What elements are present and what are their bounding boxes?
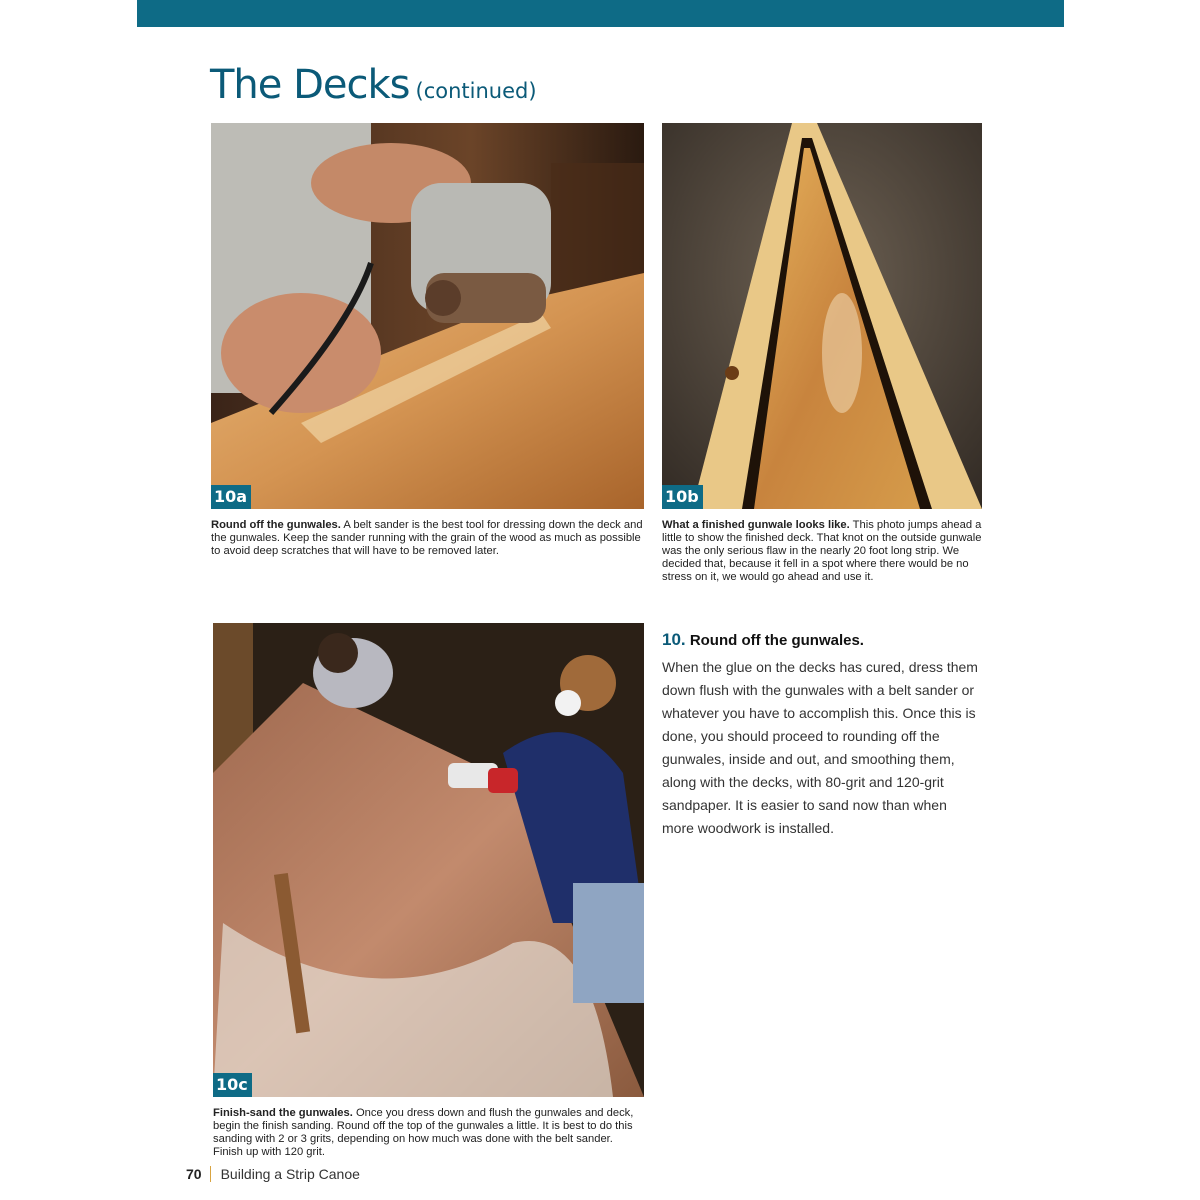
caption-10c-title: Finish-sand the gunwales. — [213, 1107, 353, 1119]
caption-10b-text: This photo jumps ahead a little to show the finished deck. That knot on the outside gunwale was the only serious flaw in the nearly 20 foot long strip. We decided that, because it fell in a spot where there would be no stress on it, we would go ahead and use it. — [662, 519, 982, 583]
page-footer — [186, 1166, 360, 1182]
book-title: Building a Strip Canoe — [220, 1166, 360, 1182]
step-body: When the glue on the decks has cured, dress them down flush with the gunwales with a belt sander or whatever you have to accomplish this. Once this is done, you should proceed to rounding off the gunwales, inside and out, and smoothing them, along with the decks, with 80-grit and 120-grit sandpaper. It is easier to sand now than when more woodwork is installed. — [662, 659, 978, 836]
caption-10a-title: Round off the gunwales. — [211, 519, 341, 531]
photo-10c — [213, 623, 644, 1097]
page-title-suffix: (continued) — [415, 79, 537, 103]
caption-10a — [211, 519, 644, 558]
caption-10b — [662, 519, 982, 584]
caption-10a-text: A belt sander is the best tool for dressing down the deck and the gunwales. Keep the sander running with the grain of the wood as much as possible to avoid deep scratches that will have to be removed later. — [211, 519, 643, 557]
page-title — [210, 62, 537, 108]
step-heading-text: Round off the gunwales. — [689, 632, 864, 649]
step-number: 10. — [662, 630, 686, 649]
belt-sander-photo — [211, 123, 644, 509]
figure-label-10a: 10a — [211, 485, 251, 509]
caption-10c — [213, 1107, 644, 1159]
page-title-main: The Decks — [210, 62, 410, 108]
footer-divider — [210, 1166, 211, 1182]
photo-10b — [662, 123, 982, 509]
finish-sanding-photo — [213, 623, 644, 1097]
caption-10c-text: Once you dress down and flush the gunwales and deck, begin the finish sanding. Round off the top of the gunwales a little. It is best to do this sanding with 2 or 3 grits, depending on how much was done with the belt sander. Finish up with 120 grit. — [213, 1107, 634, 1158]
header-color-bar — [137, 0, 1064, 27]
caption-10b-title: What a finished gunwale looks like. — [662, 519, 850, 531]
page-number: 70 — [186, 1166, 202, 1182]
finished-deck-photo — [662, 123, 982, 509]
figure-label-10b: 10b — [662, 485, 703, 509]
photo-10a — [211, 123, 644, 509]
figure-label-10c: 10c — [213, 1073, 252, 1097]
step-10 — [662, 630, 982, 840]
step-heading — [662, 630, 982, 650]
